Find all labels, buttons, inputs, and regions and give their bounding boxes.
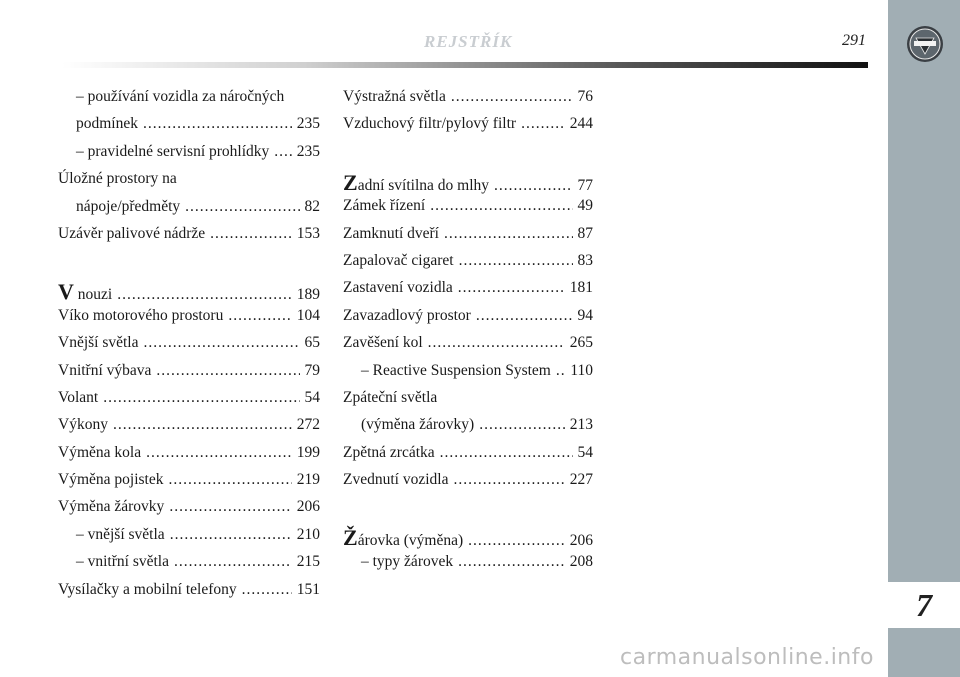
index-entry-label: Uzávěr palivové nádrže (58, 224, 206, 242)
index-entry (343, 197, 593, 224)
index-entry-page: 76 (577, 88, 593, 105)
index-entry (343, 334, 593, 361)
index-entry (343, 444, 593, 471)
dot-leader (168, 471, 291, 489)
dot-leader (459, 252, 573, 270)
index-entry-label: Vnitřní výbava (58, 361, 152, 379)
index-entry-page: 206 (296, 498, 320, 516)
dot-leader (146, 444, 292, 462)
index-entry-page: 54 (577, 443, 593, 461)
index-entry (58, 498, 320, 525)
index-entry-page: 54 (304, 388, 320, 406)
index-entry (343, 225, 593, 252)
index-entry-label: Výstražná světla (343, 88, 446, 105)
index-entry-label: Zpětná zrcátka (343, 443, 435, 461)
index-entry-label: Zámek řízení (343, 197, 426, 215)
index-letter-heading: V (58, 279, 74, 305)
index-entry (58, 170, 320, 197)
dot-leader (143, 115, 292, 133)
index-entry-page: 227 (569, 471, 593, 489)
dot-leader (117, 286, 292, 304)
page-number: 291 (842, 32, 866, 49)
dot-leader (185, 198, 299, 216)
index-entry-page: 210 (296, 525, 320, 543)
index-entry-page: 215 (296, 553, 320, 571)
dot-leader (169, 498, 291, 516)
index-entry (58, 444, 320, 471)
index-letter-heading: Z (343, 169, 358, 195)
index-entry-label: Výměna kola (58, 443, 142, 461)
index-entry-page: 208 (569, 552, 593, 570)
index-entry-label: – Reactive Suspension System (361, 361, 551, 379)
index-entry (58, 225, 320, 252)
index-entry-label: Zadní svítilna do mlhy (343, 169, 489, 195)
index-column-left (58, 88, 320, 608)
dot-leader (156, 362, 299, 380)
index-entry-label: – používání vozidla za náročných (76, 88, 285, 105)
index-entry-label: Vzduchový filtr/pylový filtr (343, 115, 517, 133)
index-entry-page: 77 (577, 176, 593, 194)
index-entry-page: 94 (577, 306, 593, 324)
index-entry-page: 181 (569, 279, 593, 297)
index-entry (58, 389, 320, 416)
index-entry (343, 471, 593, 498)
index-entry-page: 213 (569, 416, 593, 434)
chapter-number: 7 (916, 587, 932, 623)
index-entry (58, 526, 320, 553)
index-entry-page: 153 (296, 224, 320, 242)
index-entry (58, 471, 320, 498)
index-entry-label: Víko motorového prostoru (58, 306, 224, 324)
index-entry-label: – typy žárovek (361, 552, 454, 570)
index-entry (58, 307, 320, 334)
index-entry-page: 83 (577, 251, 593, 269)
index-entry (58, 88, 320, 115)
lancia-logo-icon (905, 24, 945, 64)
index-entry-label: (výměna žárovky) (361, 416, 475, 434)
index-entry (58, 416, 320, 443)
index-entry-label: Vysílačky a mobilní telefony (58, 580, 237, 598)
dot-leader (458, 553, 565, 571)
dot-leader (440, 444, 573, 462)
index-entry-label: Zvednutí vozidla (343, 471, 449, 489)
dot-leader (458, 279, 565, 297)
dot-leader (468, 532, 565, 550)
dot-leader (430, 197, 572, 215)
index-entry-page: 79 (304, 361, 320, 379)
watermark: carmanualsonline.info (620, 645, 874, 670)
index-entry (343, 88, 593, 115)
dot-leader (479, 416, 565, 434)
dot-leader (170, 526, 292, 544)
index-entry-label: nápoje/předměty (76, 197, 181, 215)
index-entry-page: 104 (296, 306, 320, 324)
index-entry (58, 362, 320, 389)
index-entry-page: 189 (296, 286, 320, 304)
dot-leader (476, 307, 573, 325)
index-entry-page: 272 (296, 416, 320, 434)
index-entry-page: 244 (569, 115, 593, 133)
index-entry-label: Zavěšení kol (343, 334, 423, 352)
dot-leader (103, 389, 299, 407)
index-entry-page: 49 (577, 197, 593, 215)
index-entry-label: Úložné prostory na (58, 170, 177, 188)
index-entry-label: Žárovka (výměna) (343, 525, 464, 551)
page-header-title: REJSTŘÍK (424, 32, 513, 51)
index-entry (343, 362, 593, 389)
dot-leader (494, 177, 573, 195)
index-entry-page: 265 (569, 334, 593, 352)
dot-leader (242, 581, 292, 599)
index-entry-label: Zamknutí dveří (343, 224, 439, 242)
index-entry-label: – vnitřní světla (76, 553, 169, 571)
index-entry-label: Výkony (58, 416, 108, 434)
index-entry (58, 279, 320, 306)
index-letter-heading: Ž (343, 525, 358, 551)
index-entry (343, 279, 593, 306)
dot-leader (453, 471, 564, 489)
dot-leader (274, 143, 291, 161)
index-entry (343, 252, 593, 279)
index-entry (58, 198, 320, 225)
index-entry-page: 110 (570, 361, 593, 379)
index-entry-page: 235 (296, 142, 320, 160)
index-entry-page: 206 (569, 532, 593, 550)
index-entry-page: 199 (296, 443, 320, 461)
header-rule (62, 62, 868, 68)
index-entry-label: Výměna pojistek (58, 471, 164, 489)
chapter-sidebar (888, 0, 960, 677)
index-entry (343, 307, 593, 334)
index-entry-label: Zpáteční světla (343, 388, 438, 406)
index-entry (58, 553, 320, 580)
index-entry (343, 553, 593, 580)
index-entry (343, 115, 593, 142)
index-entry-page: 87 (577, 224, 593, 242)
index-entry-label: – vnější světla (76, 525, 165, 543)
index-entry-label: Vnější světla (58, 334, 139, 352)
dot-leader (444, 225, 573, 243)
index-entry-label: Výměna žárovky (58, 498, 165, 516)
index-entry (58, 115, 320, 142)
index-entry (58, 143, 320, 170)
index-entry-label: V nouzi (58, 279, 113, 305)
index-entry-label: podmínek (76, 115, 138, 133)
index-entry-label: Zastavení vozidla (343, 279, 453, 297)
dot-leader (451, 88, 573, 106)
index-entry (58, 581, 320, 608)
index-column-right (343, 88, 593, 580)
index-entry (58, 334, 320, 361)
index-entry-label: – pravidelné servisní prohlídky (76, 142, 270, 160)
index-entry-page: 65 (304, 334, 320, 352)
index-entry-label: Zapalovač cigaret (343, 251, 454, 269)
index-entry-label: Volant (58, 388, 99, 406)
dot-leader (228, 307, 291, 325)
dot-leader (556, 362, 565, 380)
index-entry-label: Zavazadlový prostor (343, 306, 471, 324)
index-entry-page: 151 (296, 580, 320, 598)
index-entry (343, 416, 593, 443)
index-entry-page: 219 (296, 471, 320, 489)
index-entry-page: 82 (304, 197, 320, 215)
dot-leader (113, 416, 292, 434)
index-entry (343, 525, 593, 552)
dot-leader (174, 553, 292, 571)
dot-leader (428, 334, 565, 352)
dot-leader (210, 225, 292, 243)
index-entry-page: 235 (296, 115, 320, 133)
index-entry (343, 170, 593, 197)
index-entry (343, 389, 593, 416)
dot-leader (521, 115, 565, 133)
dot-leader (144, 334, 300, 352)
